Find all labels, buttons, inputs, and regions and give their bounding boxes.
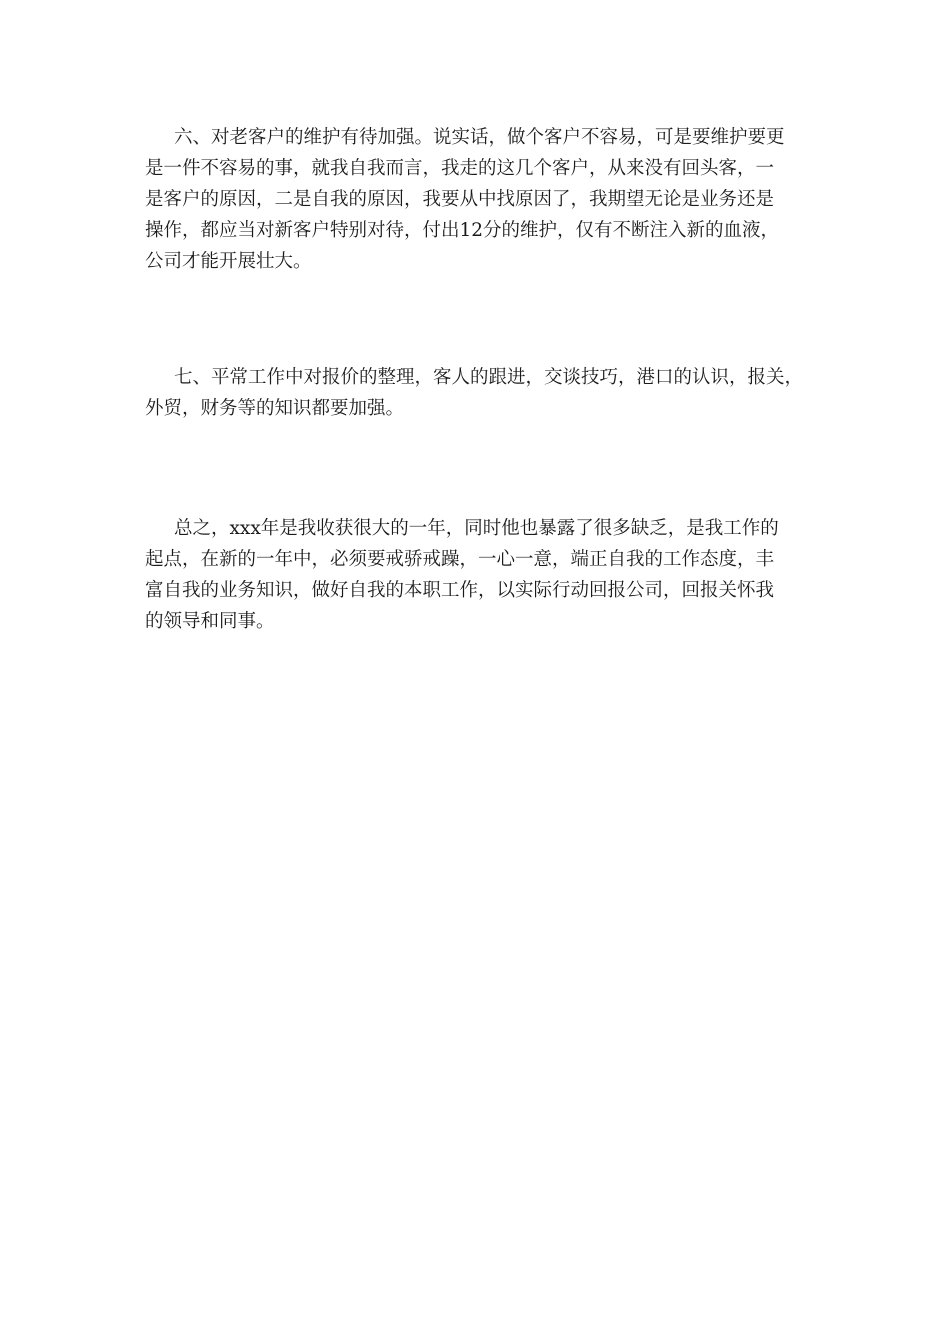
paragraph-line: 的领导和同事。 xyxy=(145,611,275,632)
paragraph-line: 是客户的原因，二是自我的原因，我要从中找原因了，我期望无论是业务还是 xyxy=(145,189,775,210)
paragraph-line: 公司才能开展壮大。 xyxy=(145,251,312,272)
paragraph-seven-knowledge xyxy=(145,362,835,424)
paragraph-summary xyxy=(145,513,835,637)
paragraph-line: 富自我的业务知识，做好自我的本职工作，以实际行动回报公司，回报关怀我 xyxy=(145,580,775,601)
paragraph-line: 七、平常工作中对报价的整理，客人的跟进，交谈技巧，港口的认识，报关， xyxy=(174,367,804,388)
paragraph-line: 六、对老客户的维护有待加强。说实话，做个客户不容易，可是要维护要更 xyxy=(174,127,785,148)
paragraph-line: 外贸，财务等的知识都要加强。 xyxy=(145,398,405,419)
paragraph-six-client-maintenance xyxy=(145,122,835,277)
paragraph-line: 总之，xxx年是我收获很大的一年，同时他也暴露了很多缺乏，是我工作的 xyxy=(174,518,779,539)
paragraph-line: 起点，在新的一年中，必须要戒骄戒躁，一心一意，端正自我的工作态度，丰 xyxy=(145,549,775,570)
paragraph-line: 操作，都应当对新客户特别对待，付出12分的维护，仅有不断注入新的血液， xyxy=(145,220,780,241)
paragraph-line: 是一件不容易的事，就我自我而言，我走的这几个客户，从来没有回头客，一 xyxy=(145,158,775,179)
